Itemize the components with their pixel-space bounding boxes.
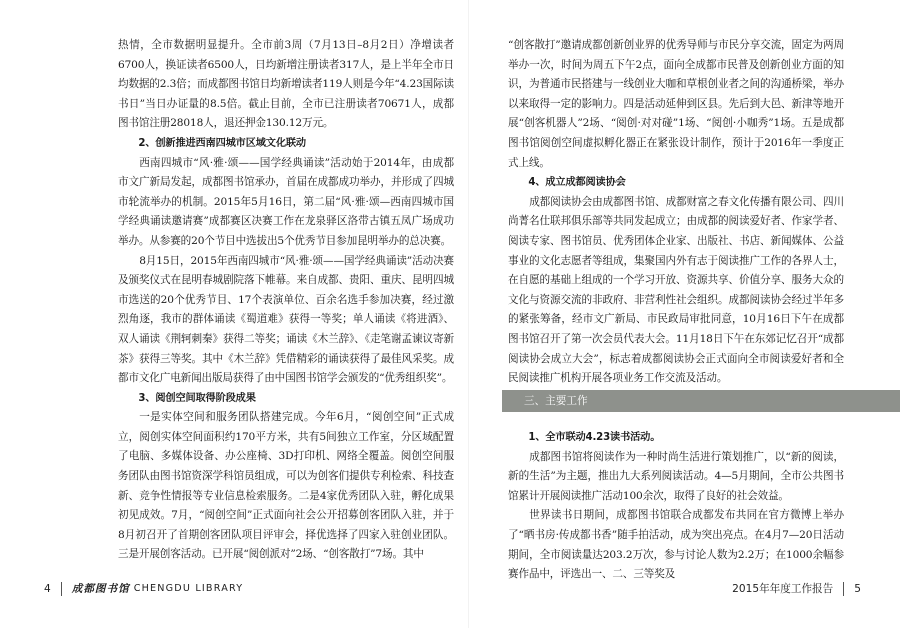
subheading: 1、全市联动4.23读书活动。: [528, 432, 661, 443]
left-column: [118, 36, 454, 565]
page-gutter: [468, 0, 469, 628]
right-page-number: 5: [854, 583, 861, 595]
report-title: 2015年年度工作报告: [732, 583, 834, 595]
paragraph: 西南四城市“风·雅·颂——国学经典诵读”活动始于2014年，由成都市文广新局发起，成都图书馆承办，首届在成都成功举办，并形成了四城市轮流举办的机制。2015年5月16日，第二届“风·雅·颂—西南四城市国学经典诵读邀请赛”成都赛区决赛工作在龙泉驿区洛带古镇五凤广场成功举办。从参赛的20个节目中选拔出5个优秀节目参加昆明举办的总决赛。: [118, 156, 454, 247]
footer-right: [732, 581, 861, 597]
paragraph: 8月15日，2015年西南四城市“风·雅·颂——国学经典诵读”活动决赛及颁奖仪式在昆明春城剧院落下帷幕。来自成都、贵阳、重庆、昆明四城市选送的20个优秀节目、17个表演单位、百余名选手参加决赛，经过激烈角逐，我市的群体诵读《蜀道难》获得一等奖；单人诵读《将进酒》、双人诵读《荆轲刺秦》获得二等奖；诵读《木兰辞》、《走笔谢孟谏议寄新茶》获得三等奖。其中《木兰辞》凭借精彩的诵读获得了最佳风采奖。成都市文化广电新闻出版局获得了由中国图书馆学会颁发的“优秀组织奖”。: [118, 254, 454, 385]
library-logo: 成都图书馆: [71, 583, 130, 595]
section-heading-bar: [502, 390, 900, 412]
left-page-number: 4: [44, 583, 51, 595]
footer-divider: [61, 582, 62, 596]
footer-left: [44, 581, 243, 597]
subheading: 4、成立成都阅读协会: [528, 177, 626, 189]
library-name-en: CHENGDU LIBRARY: [133, 583, 244, 594]
paragraph: 一是实体空间和服务团队搭建完成。今年6月，“阅创空间”正式成立，阅创实体空间面积约170平方米，共有5间独立工作室，分区域配置了电脑、多媒体设备、办公座椅、3D打印机、网络全覆盖。阅创空间服务团队由图书馆资深学科馆员组成，可以为创客们提供专利检索、科技查新、竞争性情报等专业信息检索服务。二是4家优秀团队入驻，孵化成果初见成效。7月，“阅创空间”正式面向社会公开招募创客团队入驻，并于8月初召开了首期创客团队项目评审会，择优选择了四家入驻创业团队。三是开展创客活动。已开展“阅创派对”2场、“创客散打”7场。其中: [118, 411, 454, 561]
subheading: 3、阅创空间取得阶段成果: [138, 392, 256, 404]
subheading: 2、创新推进西南四城市区域文化联动: [138, 137, 306, 149]
paragraph: 热情，全市数据明显提升。全市前3周（7月13日–8月2日）净增读者6700人，换证读者6500人，日均新增注册读者317人，是上半年全市日均数据的2.3倍；而成都图书馆日均新增读者119人则是今年“4.23国际读书日”当日办证量的8.5倍。截止目前，全市已注册读者70671人，成都图书馆注册28018人，退还押金130.12万元。: [118, 39, 454, 130]
paragraph: “创客散打”邀请成都创新创业界的优秀导师与市民分享交流，固定为两周举办一次，时间为周五下午2点，面向全成都市民普及创新创业方面的知识，为普通市民搭建与一线创业大咖和草根创业者之间的沟通桥梁，举办以来取得一定的影响力。四是活动延伸到区县。先后到大邑、新津等地开展“创客机器人”2场、“阅创·对对碰”1场、“阅创·小咖秀”1场。五是成都图书馆阅创空间虚拟孵化器正在紧张设计制作，预计于2016年一季度正式上线。: [508, 39, 844, 169]
footer-divider: [843, 582, 844, 596]
section-heading: 三、主要工作: [524, 395, 588, 407]
right-column-lower: [508, 428, 844, 585]
right-column: [508, 36, 844, 389]
paragraph: 成都图书馆将阅读作为一种时尚生活进行策划推广，以“新的阅读，新的生活”为主题，推出九大系列阅读活动。4—5月期间，全市公共图书馆累计开展阅读推广活动100余次，取得了良好的社会效益。: [508, 450, 844, 502]
paragraph: 世界读书日期间，成都图书馆联合成都发布共同在官方微博上举办了“晒书房·传成都书香”随手拍活动，成为突出亮点。在4月7—20日活动期间，全市阅读量达203.2万次，参与讨论人数为2.2万；在1000余幅参赛作品中，评选出一、二、三等奖及: [508, 509, 844, 581]
paragraph: 成都阅读协会由成都图书馆、成都财富之春文化传播有限公司、四川尚菁名仕联邦俱乐部等共同发起成立；由成都的阅读爱好者、作家学者、阅读专家、图书馆员、优秀团体企业家、出版社、书店、新闻媒体、公益事业的文化志愿者等组成，集聚国内外有志于阅读推广工作的各界人士，在自愿的基础上组成的一个学习开放、资源共享、价值分享、服务大众的文化与资源交流的非政府、非营利性社会组织。成都阅读协会经过半年多的紧张筹备，经市文广新局、市民政局审批同意，10月16日下午在成都图书馆召开了第一次会员代表大会。11月18日下午在东郊记忆召开“成都阅读协会成立大会”，标志着成都阅读协会正式面向全市阅读爱好者和全民阅读推广机构开展各项业务工作交流及活动。: [508, 195, 844, 385]
